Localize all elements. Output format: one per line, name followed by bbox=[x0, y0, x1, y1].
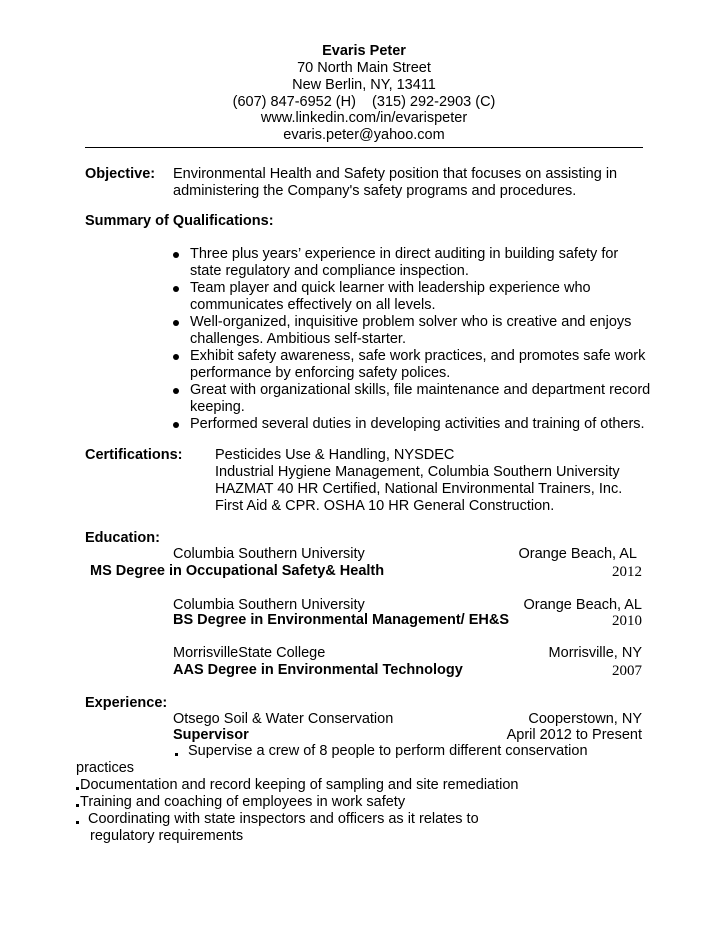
certification-item: HAZMAT 40 HR Certified, National Environmental Trainers, Inc. bbox=[215, 481, 623, 497]
summary-bullet-text: Team player and quick learner with leadership experience who bbox=[190, 280, 591, 296]
experience-duty: regulatory requirements bbox=[90, 828, 244, 844]
summary-bullet-text: state regulatory and compliance inspection. bbox=[190, 263, 469, 279]
header-divider bbox=[85, 147, 643, 148]
education-location: Orange Beach, AL bbox=[518, 546, 637, 562]
education-heading: Education: bbox=[85, 530, 160, 546]
address-line-2: New Berlin, NY, 13411 bbox=[292, 77, 436, 93]
summary-heading: Summary of Qualifications: bbox=[85, 213, 274, 229]
experience-duty: Documentation and record keeping of sampling and site remediation bbox=[80, 777, 519, 793]
bullet-icon bbox=[173, 320, 179, 326]
education-degree: AAS Degree in Environmental Technology bbox=[173, 662, 463, 678]
experience-duty: Coordinating with state inspectors and officers as it relates to bbox=[88, 811, 479, 827]
linkedin-url: www.linkedin.com/in/evarispeter bbox=[260, 110, 468, 126]
summary-bullet-text: Great with organizational skills, file maintenance and department record bbox=[190, 382, 651, 398]
objective-line: administering the Company's safety programs and procedures. bbox=[173, 183, 577, 199]
summary-bullet-text: performance by enforcing safety polices. bbox=[190, 365, 451, 381]
experience-duty: Training and coaching of employees in work safety bbox=[80, 794, 406, 810]
experience-duty: practices bbox=[76, 760, 135, 776]
education-degree: BS Degree in Environmental Management/ EH&S bbox=[173, 612, 509, 628]
education-year: 2012 bbox=[612, 564, 642, 580]
duty-bullet-icon bbox=[76, 821, 79, 824]
summary-bullet-text: communicates effectively on all levels. bbox=[190, 297, 436, 313]
experience-dates: April 2012 to Present bbox=[506, 727, 642, 743]
education-school: MorrisvilleState College bbox=[173, 645, 326, 661]
education-location: Morrisville, NY bbox=[548, 645, 642, 661]
bullet-icon bbox=[173, 422, 179, 428]
certification-item: Industrial Hygiene Management, Columbia Southern University bbox=[215, 464, 620, 480]
summary-bullet-text: Three plus years’ experience in direct auditing in building safety for bbox=[190, 246, 619, 262]
candidate-name: Evaris Peter bbox=[322, 43, 406, 59]
phone-numbers: (607) 847-6952 (H) (315) 292-2903 (C) bbox=[232, 94, 496, 110]
objective-label: Objective: bbox=[85, 166, 156, 182]
duty-bullet-icon bbox=[76, 804, 79, 807]
summary-bullet-text: Exhibit safety awareness, safe work practices, and promotes safe work bbox=[190, 348, 646, 364]
certification-item: First Aid & CPR. OSHA 10 HR General Construction. bbox=[215, 498, 555, 514]
experience-duty: Supervise a crew of 8 people to perform different conservation bbox=[188, 743, 588, 759]
experience-employer: Otsego Soil & Water Conservation bbox=[173, 711, 394, 727]
summary-bullet-text: Performed several duties in developing activities and training of others. bbox=[190, 416, 645, 432]
summary-bullet-text: challenges. Ambitious self-starter. bbox=[190, 331, 406, 347]
education-degree: MS Degree in Occupational Safety& Health bbox=[90, 563, 385, 579]
bullet-icon bbox=[173, 388, 179, 394]
education-school: Columbia Southern University bbox=[173, 546, 365, 562]
bullet-icon bbox=[173, 354, 179, 360]
bullet-icon bbox=[173, 286, 179, 292]
duty-bullet-icon bbox=[76, 787, 79, 790]
experience-title: Supervisor bbox=[173, 727, 249, 743]
education-school: Columbia Southern University bbox=[173, 597, 365, 613]
education-year: 2010 bbox=[612, 613, 642, 629]
email-address: evaris.peter@yahoo.com bbox=[283, 127, 445, 143]
duty-bullet-icon bbox=[175, 753, 178, 756]
bullet-icon bbox=[173, 252, 179, 258]
education-location: Orange Beach, AL bbox=[523, 597, 642, 613]
summary-bullet-text: keeping. bbox=[190, 399, 245, 415]
experience-location: Cooperstown, NY bbox=[528, 711, 642, 727]
summary-bullet-text: Well-organized, inquisitive problem solver who is creative and enjoys bbox=[190, 314, 632, 330]
objective-line: Environmental Health and Safety position that focuses on assisting in bbox=[173, 166, 618, 182]
address-line-1: 70 North Main Street bbox=[297, 60, 431, 76]
certification-item: Pesticides Use & Handling, NYSDEC bbox=[215, 447, 455, 463]
experience-heading: Experience: bbox=[85, 695, 168, 711]
education-year: 2007 bbox=[612, 663, 642, 679]
certifications-label: Certifications: bbox=[85, 447, 183, 463]
